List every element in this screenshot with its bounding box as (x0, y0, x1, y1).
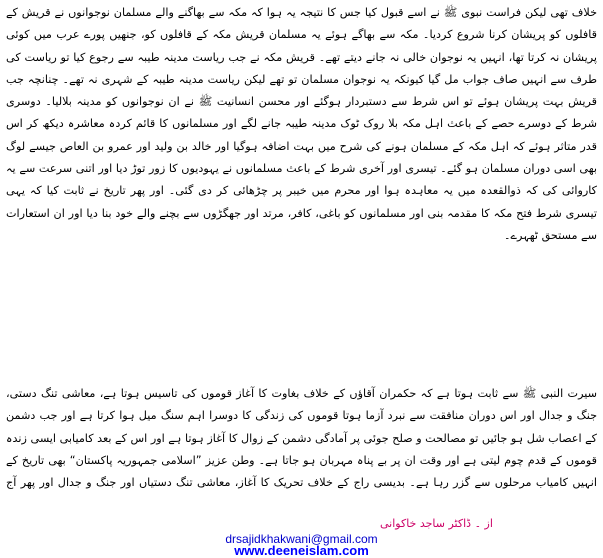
website-link[interactable]: www.deeneislam.com (234, 543, 369, 558)
author-email: drsajidkhakwani@gmail.com (225, 532, 378, 546)
article-paragraph-1: خلاف تھی لیکن فراست نبوی ﷺ نے اسے قبول کیا جس کا نتیجہ یہ ہوا کہ مکہ سے بھاگنے والے مسلمان نوجوانوں نے قریش کے قافلوں کو پریشان کرنا شروع کردیا۔ مکہ سے بھاگے ہوئے یہ مسلمان قریش مکہ کے قافلوں کو، جنھیں پورے عرب میں کوئی پریشان نہ کرتا تھا، انہیں یہ نوجوان خالی نہ جانے دیتے تھے۔ قریش مکہ نے جب ریاست مدینہ طیبہ سے رجوع کیا تو ریاست کی طرف سے انہیں صاف جواب مل گیا کیونکہ یہ نوجوان مسلمان تو تھے لیکن ریاست مدینہ طیبہ کے شہری نہ تھے۔ چنانچہ جب قریش بہت پریشان ہوئے تو اس شرط سے دستبردار ہوگئے اور محسن انسانیت ﷺ نے ان نوجوانوں کو مدینہ بلالیا۔ دوسری شرط کے دوسرے حصے کے باعث اہل مکہ بلا روک ٹوک مدینہ طیبہ جانے لگے اور مسلمانوں کا قائم کردہ معاشرہ دیکھ کر اس قدر متاثر ہوئے کہ اہل مکہ کے مسلمان ہونے کی شرح میں بہت اضافہ ہوگیا اور خالد بن ولید اور عمرو بن العاص جیسے لوگ بھی اسی دوران مسلمان ہو گئے۔ تیسری اور آخری شرط کے باعث مسلمانوں نے یہودیوں کا زور توڑ دیا اور اتنی سرعت سے یہ کاروائی کی کہ ذوالقعدہ میں یہ معاہدہ ہوا اور محرم میں خیبر پر چڑھائی کر دی گئی۔ اور پھر تاریخ نے ثابت کیا کہ یہی تیسری شرط فتح مکہ کا مقدمہ بنی اور مسلمانوں کو باغی، کافر، مرتد اور جھگڑوں سے بچنے والے خود بنا دیا اور ان استعارات سے مستحق ٹھہرے۔ (6, 6, 597, 242)
author-signature: از ۔ ڈاکٹر ساجد خاکوانی (380, 517, 493, 530)
article-paragraph-2: سیرت النبی ﷺ سے ثابت ہوتا ہے کہ حکمران آقاؤں کے خلاف بغاوت کا آغاز قوموں کی تاسیس ہوتا ہے، معاشی تنگ دستی، جنگ و جدال اور اس دوران منافقت سے نبرد آزما ہوتا قوموں کی زندگی کا دوسرا اہم سنگ میل ہوا کرتا ہے اور جب دشمن کے اعصاب شل ہو جائیں تو مصالحت و صلح جوئی پر آمادگی دشمن کے زوال کا آغاز ہوتا ہے اور اس کے بعد کامیابی ایسی زندہ قوموں کے قدم چوم لیتی ہے اور وقت ان پر بے پناہ مہربان ہو جاتا ہے۔ وطن عزیز ”اسلامی جمہوریہ پاکستان“ بھی تاریخ کے انہیں کامیاب مرحلوں سے گزر رہا ہے۔ بدیسی راج کے خلاف تحریک کا آغاز، معاشی تنگ دستیاں اور جنگ و جدال اور پھر آج (6, 387, 597, 490)
